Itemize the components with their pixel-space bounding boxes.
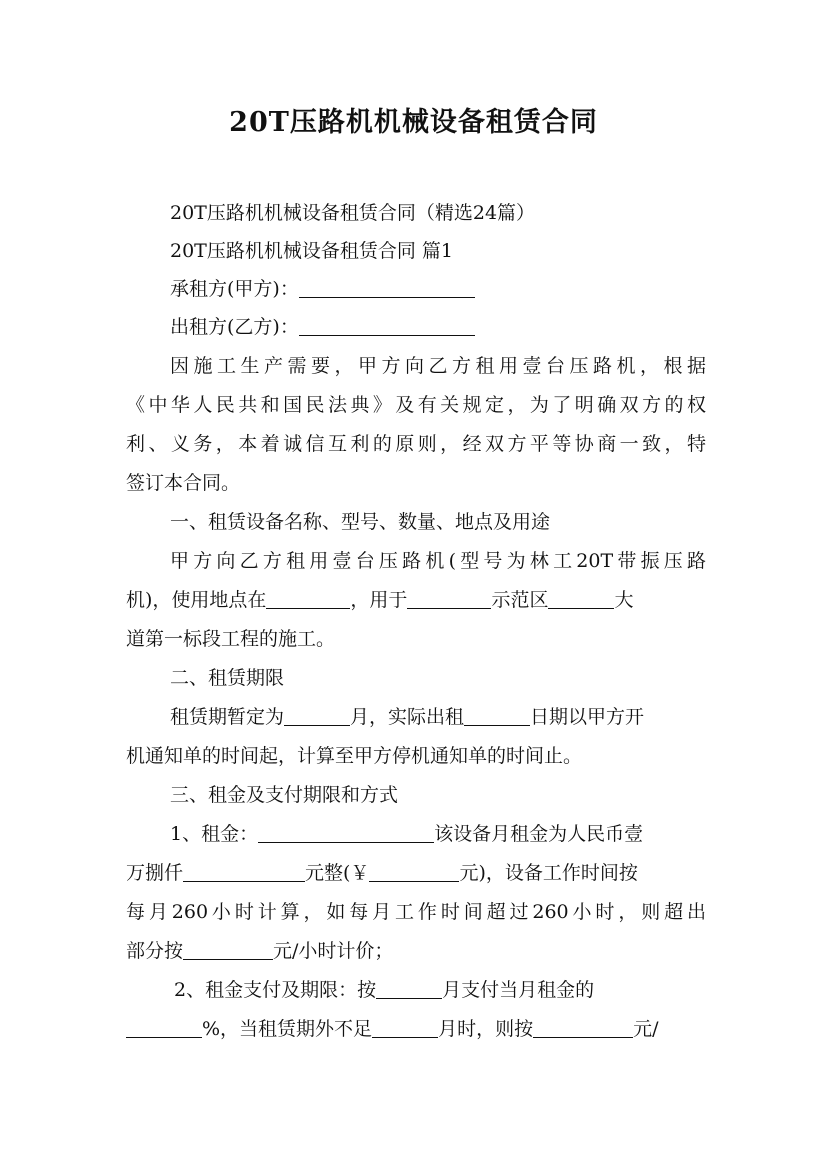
paragraph-text: %，当租赁期外不足 (202, 1018, 373, 1040)
section-heading-2 (170, 659, 706, 697)
paragraph-line (126, 737, 706, 775)
paragraph-text: 甲方向乙方租用壹台压路机(型号为林工20T带振压路 (170, 550, 706, 572)
paragraph-text: 元/小时计价； (273, 940, 394, 962)
paragraph-text: 2、租金支付及期限：按 (174, 979, 377, 1001)
paragraph-line (170, 347, 706, 385)
paragraph-text: 该设备月租金为人民币壹 (434, 823, 644, 845)
paragraph-text: 万捌仟 (126, 862, 184, 884)
paragraph-text: 道第一标段工程的施工。 (126, 628, 336, 650)
paragraph-line (126, 893, 706, 931)
paragraph-text: 因施工生产需要，甲方向乙方租用壹台压路机，根据 (170, 355, 706, 377)
paragraph-line (126, 464, 706, 502)
paragraph-text: 租赁期暂定为 (170, 706, 285, 728)
subtitle-text: 20T压路机机械设备租赁合同（精选24篇） (170, 202, 536, 224)
rent-yuan-blank (369, 857, 459, 882)
paragraph-line (170, 698, 706, 736)
lessee-label: 承租方(甲方)： (170, 278, 299, 300)
paragraph-text: 元/ (633, 1018, 659, 1040)
paragraph-line (126, 581, 706, 619)
lessee-blank (299, 273, 475, 298)
paragraph-line (126, 386, 706, 424)
paragraph-text: 月，实际出租 (350, 706, 465, 728)
paragraph-text: 利、义务，本着诚信互利的原则，经双方平等协商一致，特 (126, 433, 706, 455)
section-heading-text: 一、租赁设备名称、型号、数量、地点及用途 (170, 511, 551, 533)
paragraph-text: 《中华人民共和国民法典》及有关规定，为了明确双方的权 (126, 394, 706, 416)
paragraph-line (174, 971, 706, 1009)
percent-blank (126, 1013, 202, 1038)
section-heading-text: 20T压路机机械设备租赁合同 篇1 (170, 240, 453, 262)
rent-date-blank (464, 701, 530, 726)
subtitle-line (170, 194, 706, 232)
paragraph-text: 元整(￥ (305, 862, 370, 884)
paragraph-text: 示范区 (491, 589, 549, 611)
section-heading-line (170, 232, 706, 270)
paragraph-text: 月支付当月租金的 (442, 979, 595, 1001)
paragraph-text: 大 (614, 589, 634, 611)
paragraph-text: ，用于 (350, 589, 408, 611)
lessee-line (170, 270, 706, 308)
paragraph-text: 机通知单的时间起，计算至甲方停机通知单的时间止。 (126, 745, 583, 767)
section-heading-text: 二、租赁期限 (170, 667, 285, 689)
lessor-line (170, 308, 706, 346)
paragraph-line (126, 932, 706, 970)
paragraph-text: 签订本合同。 (126, 472, 241, 494)
paragraph-line (170, 542, 706, 580)
paragraph-text: 每月260小时计算，如每月工作时间超过260小时，则超出 (126, 901, 706, 923)
paragraph-line (126, 854, 706, 892)
rent-blank (258, 818, 434, 843)
rent-amount-blank (183, 857, 305, 882)
document-title: 20T压路机机械设备租赁合同 (229, 107, 598, 138)
location-blank (266, 584, 350, 609)
short-month-blank (372, 1013, 438, 1038)
lessor-blank (299, 311, 475, 336)
lessor-label: 出租方(乙方)： (170, 316, 299, 338)
section-heading-text: 三、租金及支付期限和方式 (170, 784, 399, 806)
section-heading-1 (170, 503, 706, 541)
hourly-rate-blank (183, 935, 273, 960)
daily-rate-blank (533, 1013, 633, 1038)
paragraph-line (126, 425, 706, 463)
paragraph-text: 1、租金： (170, 823, 259, 845)
paragraph-text: 机)，使用地点在 (126, 589, 267, 611)
paragraph-line (126, 620, 706, 658)
paragraph-line (170, 815, 706, 853)
paragraph-text: 元)，设备工作时间按 (459, 862, 638, 884)
paragraph-text: 部分按 (126, 940, 184, 962)
term-months-blank (284, 701, 350, 726)
payment-month-blank (376, 974, 442, 999)
section-heading-3 (170, 776, 706, 814)
road-name-blank (548, 584, 614, 609)
paragraph-text: 日期以甲方开 (530, 706, 645, 728)
paragraph-text: 月时，则按 (438, 1018, 534, 1040)
usage-blank (407, 584, 491, 609)
paragraph-line (126, 1010, 706, 1048)
